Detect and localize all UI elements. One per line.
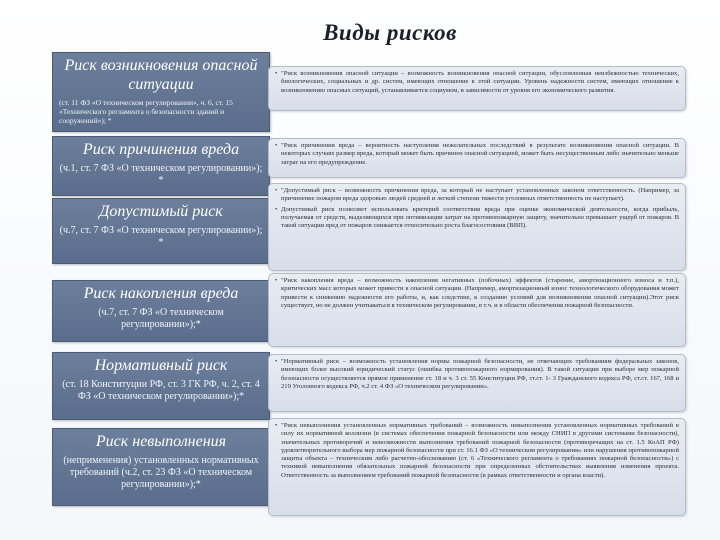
description-paragraph: • "Риск накопления вреда – возможность накопления негативных (побочных) эффектов (старение, амортизационного износа и т.п.), критических масс которых может привести к опасной ситуации. (Например, амортизационный износ технологического оборудования может привести к снижению надежности его работы, и, как следствие, к созданию условий для возникновения опасной ситуации).Этот риск существует, но не должен учитываться в техническом регулировании, в т.ч. и в области обеспечения пожарной безопасности. (275, 277, 679, 309)
risk-panel-normative (52, 352, 270, 420)
risk-reference: (ст. 18 Конституции РФ, ст. 3 ГК РФ, ч. 2, ст. 4 ФЗ «О техническом регулировании»);* (62, 379, 260, 402)
risk-panel-harm (52, 136, 270, 196)
risk-description-occurrence (268, 66, 686, 111)
risk-description-normative (268, 354, 686, 412)
risk-panel-noncompliance (52, 428, 270, 506)
risk-name: Риск возникновения опасной ситуации (64, 57, 258, 93)
risk-reference: (ч.7, ст. 7 ФЗ «О техническом регулировании»); * (59, 225, 263, 248)
risk-panel-acceptable (52, 198, 270, 264)
risk-name: Риск накопления вреда (83, 285, 239, 302)
risk-description-acceptable (268, 183, 686, 271)
risk-description-harm (268, 138, 686, 178)
risk-panel-accumulation (52, 280, 270, 342)
risk-reference: (ч.1, ст. 7 ФЗ «О техническом регулировании»); * (59, 163, 263, 186)
risk-name: Риск невыполнения (95, 433, 227, 450)
description-paragraph: • "Риск возникновения опасной ситуации – возможность возникновения опасной ситуации, обусловленная неизбежностью технических, биологических, социальных и др. систем, имеющих отношение к этой ситуации. Уровень надежности систем, имеющих отношение к возникновению опасных ситуаций, устанавливается социумом, в зависимости от уровня его экономического развития. (275, 70, 679, 94)
risk-reference: (неприменения) установленных нормативных требований (ч.2, ст. 23 ФЗ «О техническом регулировании»);* (63, 455, 259, 490)
description-paragraph: • "Нормативный риск – возможность установления нормы пожарной безопасности, не отвечающих требованиям федеральных законов, имеющих более высокий юридический статус (ошибка противопожарного нормирования). В такой ситуации при выборе мер пожарной безопасности осуществляется прямое применение ст. 18 и ч. 3 ст. 55 Конституции РФ, ст.ст. 1- 3 Гражданского кодекса РФ, ст.ст. 167, 168 и 219 Уголовного кодекса РФ, ч.2 ст. 4 ФЗ «О техническом регулировании». (275, 358, 679, 390)
risk-reference: (ст. 11 ФЗ «О техническом регулировании», ч. 6, ст. 15 «Технического регламента о безопасности зданий и сооружений»); * (59, 98, 233, 125)
description-paragraph: • "Допустимый риск – возможность причинения вреда, за который не наступает установленных законом ответственность. (Например, за причинение пожаром вреда здоровью людей средней и легкой степени тяжести уголовных ответственность не наступает). (275, 187, 679, 203)
risk-description-noncompliance (268, 418, 686, 516)
description-paragraph: • "Риск причинения вреда – вероятность наступления нежелательных последствий в результате возникновения опасной ситуации. В некоторых случаях размер вреда, который может быть причинен опасной ситуацией, может быть несущественным либо значительно меньше затрат на его предупреждение. (275, 142, 679, 166)
description-paragraph: • "Риск невыполнения установленных нормативных требований – возможность невыполнения установленных нормативных требований в силу их нормативной коллизии (в системах обеспечения пожарной безопасности или между СНИП в другими системами безопасности), значительных противоречий и невозможности выполнения требований пожарной безопасности (противоречащих на ст. 1.5 КоАП РФ) удовлетворительного выбора мер пожарной безопасности при ст. 16.1 ФЗ «О техническом регулировании» или нарушения противопожарной защиты объекта – техническим либо расчетно-обоснованию (ст. 6 «Технического регламента о требованиях пожарной безопасности») с техникой невыполнения обязательных пожарной безопасности при определенных обстоятельствах выявления изменения проекта. Ответственность за выполнением требований пожарной безопасности (в рамках ответственности и органа власти). (275, 422, 679, 479)
risk-reference: (ч.7, ст. 7 ФЗ «О техническом регулировании»);* (98, 307, 224, 330)
risk-panel-occurrence (52, 52, 270, 132)
risk-name: Допустимый риск (99, 203, 223, 220)
page-title: Виды рисков (323, 20, 457, 45)
risk-name: Нормативный риск (94, 357, 228, 374)
description-paragraph: • Допустимый риск позволяет использовать критерий соответствия вреда при оценке экономической деятельности, когда прибыль, получаемая от средств, выделяющихся при оптимизации затрат на противопожарную защиту, значительно превышает ущерб от пожаров. В такой ситуации вред от пожаров снижается относительно роста благосостояния (ВВП). (275, 205, 679, 230)
risk-description-accumulation (268, 273, 686, 347)
risk-name: Риск причинения вреда (82, 141, 240, 158)
